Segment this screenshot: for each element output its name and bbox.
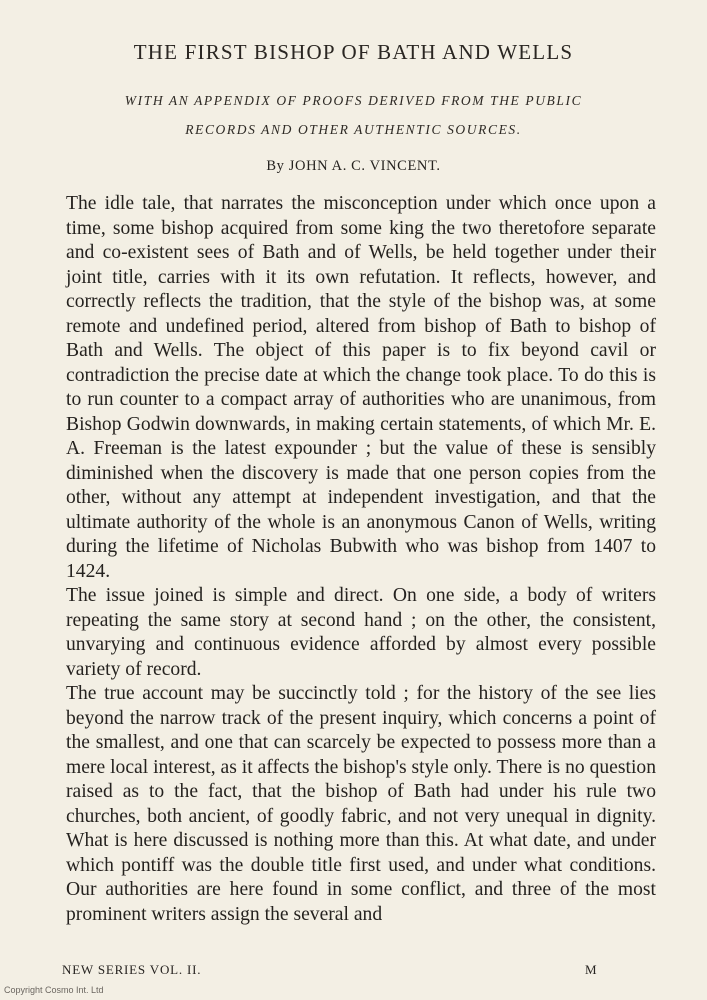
footer-series: NEW SERIES VOL. II. <box>62 962 202 977</box>
subtitle-line-2: RECORDS AND OTHER AUTHENTIC SOURCES. <box>185 122 522 137</box>
copyright-watermark: Copyright Cosmo Int. Ltd <box>4 985 104 995</box>
article-title: THE FIRST BISHOP OF BATH AND WELLS <box>133 40 574 64</box>
author-byline: By JOHN A. C. VINCENT. <box>266 158 441 174</box>
subtitle-line-1: WITH AN APPENDIX OF PROOFS DERIVED FROM THE PUBLIC <box>124 93 583 108</box>
paragraph-3: The true account may be succinctly told ; for the history of the see lies beyond the narrow track of the present inquiry, which concerns a point of the smallest, and one that can scarcely be expected to possess more than a mere local interest, as it affects the bishop's style only. There is no question raised as to the fact, that the bishop of Bath had under his rule two churches, both ancient, of goodly fabric, and not very unequal in dignity. What is here discussed is nothing more than this. At what date, and under which pontiff was the double title first used, and under what conditions. Our authorities are here found in some conflict, and three of the most prominent writers assign the several and <box>66 683 656 925</box>
footer-signature: M <box>585 962 597 977</box>
paragraph-1: The idle tale, that narrates the misconception under which once upon a time, some bishop acquired from some king the two theretofore separate and co-existent sees of Bath and of Wells, be held together under their joint title, carries with it its own refutation. It reflects, however, and correctly reflects the tradition, that the style of the bishop was, at some remote and undefined period, altered from bishop of Bath to bishop of Bath and Wells. The object of this paper is to fix beyond cavil or contradiction the precise date at which the change took place. To do this is to run counter to a compact array of authorities who are unanimous, from Bishop Godwin downwards, in making certain statements, of which Mr. E. A. Freeman is the latest expounder ; but the value of these is sensibly diminished when the discovery is made that one person copies from the other, without any attempt at independent investigation, and that the ultimate authority of the whole is an anonymous Canon of Wells, writing during the lifetime of Nicholas Bubwith who was bishop from 1407 to 1424. <box>66 193 656 582</box>
article-body <box>66 192 656 927</box>
paragraph-2: The issue joined is simple and direct. On one side, a body of writers repeating the same story at second hand ; on the other, the consistent, unvarying and continuous evidence afforded by almost every possible variety of record. <box>66 585 656 680</box>
